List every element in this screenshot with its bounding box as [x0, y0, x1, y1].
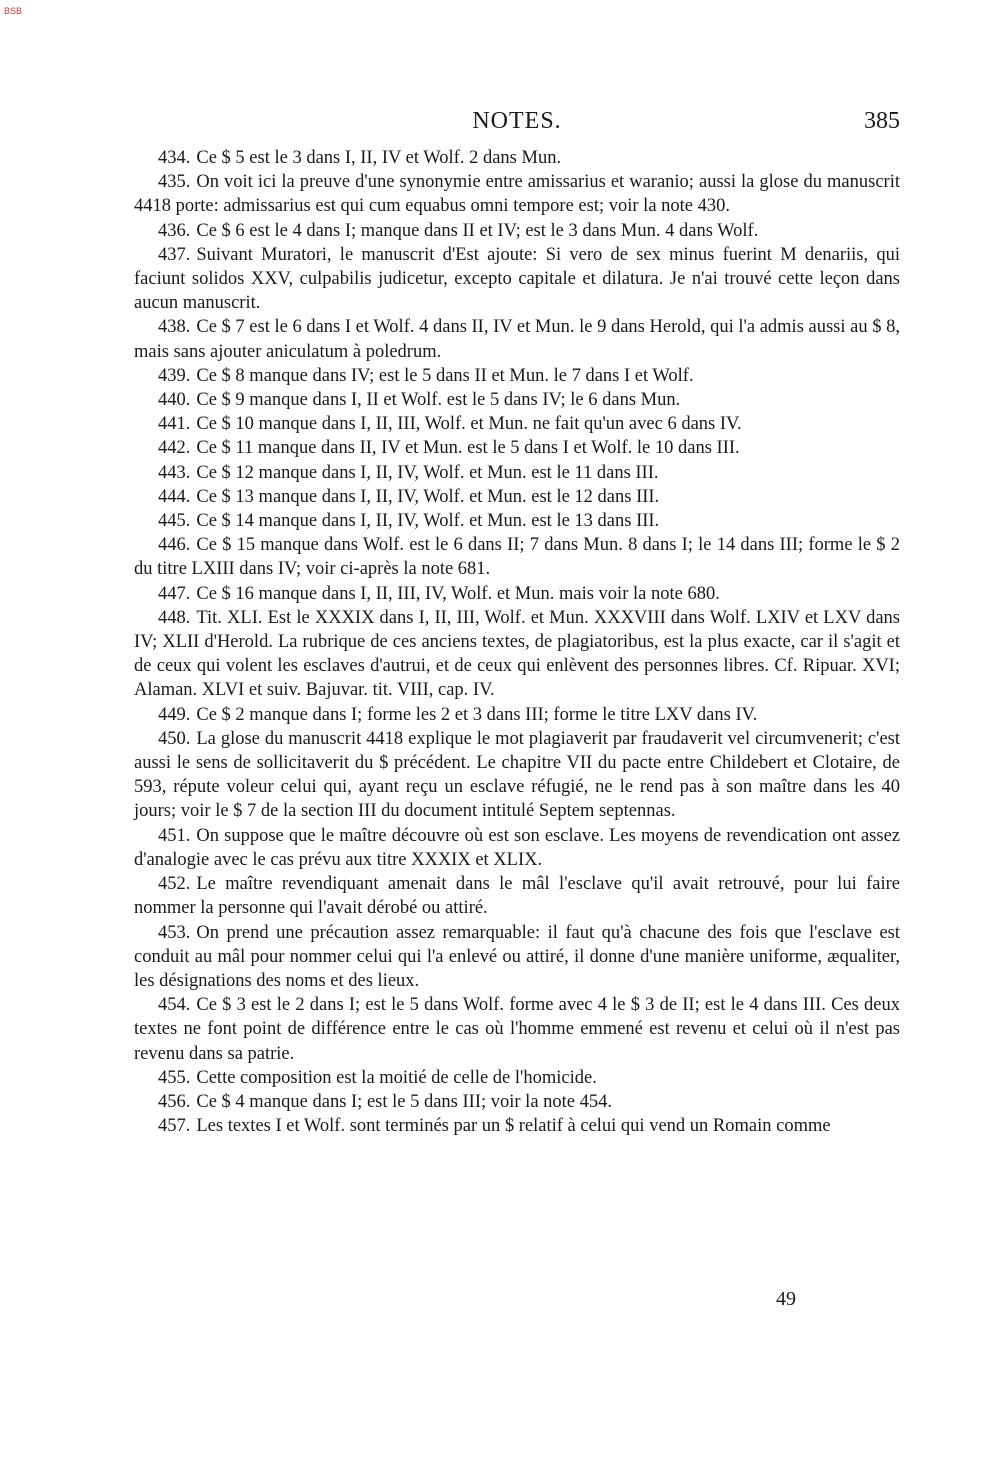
note-text: Suivant Muratori, le manuscrit d'Est ajoute: Si vero de sex minus fuerint M denariis, qui faciunt solidos XXV, culpabilis judicetur, excepto capitale et dilatura. Je n'ai trouvé cette leçon dans aucun manuscrit. [134, 244, 900, 314]
note-449 [134, 703, 900, 727]
note-444 [134, 485, 900, 509]
note-text: Ce $ 11 manque dans II, IV et Mun. est le 5 dans I et Wolf. le 10 dans III. [196, 438, 740, 459]
page-title: NOTES. [472, 108, 562, 134]
note-454 [134, 993, 900, 1066]
note-number: 450. [158, 728, 191, 749]
note-text: Ce $ 3 est le 2 dans I; est le 5 dans Wolf. forme avec 4 le $ 3 de II; est le 4 dans III. Ces deux textes ne font point de différence entre le cas où l'homme emmené est revenu et celui où il n'est pas revenu dans sa patrie. [134, 995, 900, 1064]
note-442 [134, 436, 900, 460]
library-mark: BSB [4, 6, 23, 16]
note-number: 452. [158, 874, 191, 895]
note-text: Ce $ 12 manque dans I, II, IV, Wolf. et Mun. est le 11 dans III. [196, 462, 659, 483]
note-text: Ce $ 5 est le 3 dans I, II, IV et Wolf. 2 dans Mun. [196, 148, 562, 168]
note-number: 456. [158, 1091, 191, 1112]
note-number: 446. [158, 535, 191, 556]
note-number: 445. [158, 511, 191, 532]
note-number: 444. [158, 486, 191, 507]
note-441 [134, 412, 900, 436]
note-457 [134, 1114, 900, 1138]
note-435 [134, 170, 900, 218]
note-text: Ce $ 6 est le 4 dans I; manque dans II et IV; est le 3 dans Mun. 4 dans Wolf. [196, 220, 759, 241]
note-445 [134, 509, 900, 533]
note-text: Ce $ 10 manque dans I, II, III, Wolf. et Mun. ne fait qu'un avec 6 dans IV. [196, 414, 742, 435]
note-number: 439. [158, 365, 191, 386]
note-number: 457. [158, 1116, 191, 1137]
note-text: Tit. XLI. Est le XXXIX dans I, II, III, Wolf. et Mun. XXXVIII dans Wolf. LXIV et LXV dans IV; XLII d'Herold. La rubrique de ces anciens textes, de plagiatoribus, est la plus exacte, car il s'agit et de ceux qui volent les esclaves d'autrui, et de ceux qui enlèvent des personnes libres. Cf. Ripuar. XVI; Alaman. XLVI et suiv. Bajuvar. tit. VIII, cap. IV. [134, 607, 900, 701]
note-437 [134, 243, 900, 316]
note-number: 434. [158, 148, 191, 168]
note-text: Le maître revendiquant amenait dans le mâl l'esclave qu'il avait retrouvé, pour lui faire nommer la personne qui l'avait dérobé ou attiré. [134, 874, 900, 919]
note-number: 436. [158, 220, 191, 241]
note-text: Ce $ 8 manque dans IV; est le 5 dans II et Mun. le 7 dans I et Wolf. [196, 365, 694, 386]
note-446 [134, 533, 900, 581]
note-number: 448. [158, 607, 191, 628]
note-number: 451. [158, 825, 191, 846]
note-number: 442. [158, 438, 191, 459]
note-text: Ce $ 16 manque dans I, II, III, IV, Wolf. et Mun. mais voir la note 680. [196, 583, 720, 604]
note-434 [134, 146, 900, 170]
note-452 [134, 872, 900, 920]
note-number: 453. [158, 922, 191, 943]
note-436 [134, 219, 900, 243]
note-text: Ce $ 13 manque dans I, II, IV, Wolf. et Mun. est le 12 dans III. [196, 486, 660, 507]
note-438 [134, 315, 900, 363]
note-text: Ce $ 4 manque dans I; est le 5 dans III; voir la note 454. [196, 1091, 613, 1112]
page-header [134, 108, 900, 138]
note-text: La glose du manuscrit 4418 explique le mot plagiaverit par fraudaverit vel circumvenerit; c'est aussi le sens de sollicitaverit du $ précédent. Le chapitre VII du pacte entre Childebert et Clotaire, de 593, répute voleur celui qui, ayant reçu un esclave réfugié, ne le rend pas à son maître dans les 40 jours; voir le $ 7 de la section III du document intitulé Septem septennas. [134, 728, 900, 822]
note-number: 447. [158, 583, 191, 604]
note-448 [134, 606, 900, 703]
note-text: Ce $ 15 manque dans Wolf. est le 6 dans II; 7 dans Mun. 8 dans I; le 14 dans III; forme le $ 2 du titre LXIII dans IV; voir ci-après la note 681. [134, 535, 900, 580]
note-number: 454. [158, 995, 191, 1016]
note-number: 437. [158, 244, 191, 265]
note-number: 440. [158, 390, 191, 411]
note-453 [134, 921, 900, 994]
note-455 [134, 1066, 900, 1090]
note-text: On suppose que le maître découvre où est son esclave. Les moyens de revendication ont assez d'analogie avec le cas prévu aux titre XXXIX et XLIX. [134, 825, 900, 870]
note-456 [134, 1090, 900, 1114]
note-number: 449. [158, 704, 191, 725]
note-text: Ce $ 14 manque dans I, II, IV, Wolf. et Mun. est le 13 dans III. [196, 511, 660, 532]
note-number: 435. [158, 172, 191, 193]
note-text: Ce $ 9 manque dans I, II et Wolf. est le 5 dans IV; le 6 dans Mun. [196, 390, 681, 411]
note-number: 441. [158, 414, 191, 435]
notes-body [134, 146, 900, 1138]
note-439 [134, 364, 900, 388]
note-text: Les textes I et Wolf. sont terminés par un $ relatif à celui qui vend un Romain comme [196, 1116, 831, 1137]
note-text: On prend une précaution assez remarquable: il faut qu'à chacune des fois que l'esclave est conduit au mâl pour nommer celui qui l'a enlevé ou attiré, il donne d'une manière uniforme, æqualiter, les désignations des noms et des lieux. [134, 922, 900, 991]
note-number: 438. [158, 317, 191, 338]
note-number: 455. [158, 1067, 191, 1088]
page-number: 385 [864, 108, 900, 134]
note-451 [134, 824, 900, 872]
note-text: Ce $ 7 est le 6 dans I et Wolf. 4 dans II, IV et Mun. le 9 dans Herold, qui l'a admis aussi au $ 8, mais sans ajouter aniculatum à poledrum. [134, 317, 900, 362]
note-text: Cette composition est la moitié de celle de l'homicide. [196, 1067, 597, 1088]
signature-mark: 49 [776, 1288, 796, 1310]
note-443 [134, 461, 900, 485]
note-text: On voit ici la preuve d'une synonymie entre amissarius et waranio; aussi la glose du manuscrit 4418 porte: admissarius est qui cum equabus omni tempore est; voir la note 430. [134, 172, 900, 217]
note-440 [134, 388, 900, 412]
note-text: Ce $ 2 manque dans I; forme les 2 et 3 dans III; forme le titre LXV dans IV. [196, 704, 758, 725]
note-number: 443. [158, 462, 191, 483]
note-447 [134, 582, 900, 606]
note-450 [134, 727, 900, 824]
